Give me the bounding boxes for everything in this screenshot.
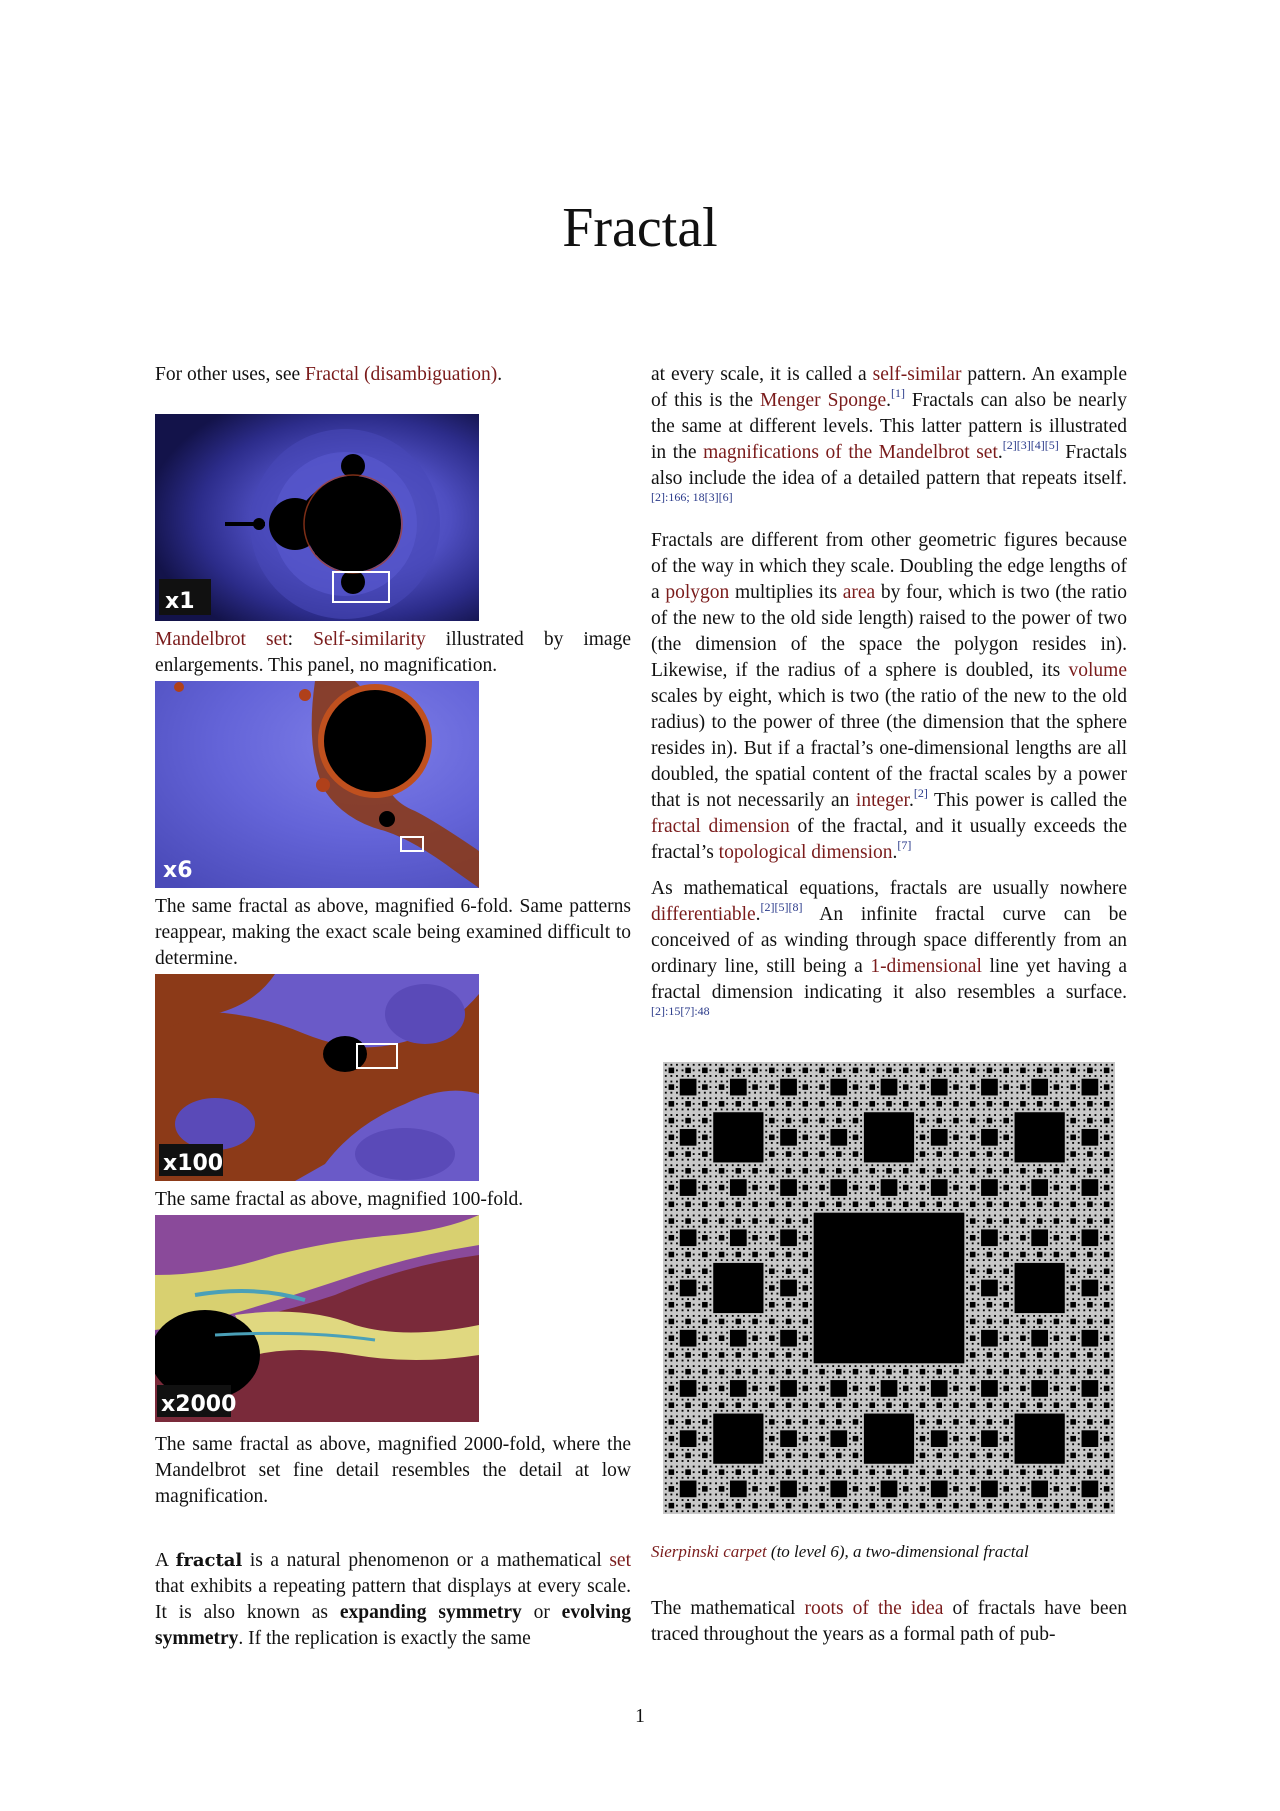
text: of the fractal, and it usually exceeds the fractal’s	[651, 816, 1127, 863]
mandelbrot-x6-image[interactable]	[155, 681, 479, 888]
figure-3-caption: The same fractal as above, magnified 100-fold.	[155, 1189, 524, 1210]
text: or	[521, 1602, 562, 1623]
sierpinski-carpet-image[interactable]	[663, 1062, 1115, 1514]
text: pattern. An example of this is the	[651, 364, 1127, 411]
hatnote-link[interactable]: Fractal (disambiguation)	[305, 364, 498, 385]
figure-1-caption	[155, 627, 631, 679]
reference[interactable]: [2][3][4][5]	[1002, 437, 1059, 452]
topological-dimension-link[interactable]: topological dimension	[718, 842, 893, 863]
reference[interactable]: [2]:15[7]:48	[651, 1003, 710, 1018]
left-column	[155, 362, 631, 1652]
text: line yet having a fractal dimension indicating it also resembles a surface.	[651, 956, 1127, 1003]
caption-text: illustrated by image enlargements. This panel, no magnification.	[155, 629, 631, 676]
reference[interactable]: [2]:166; 18[3][6]	[651, 489, 733, 504]
text: .	[892, 842, 898, 863]
mandelbrot-magnifications-link[interactable]: magnifications of the Mandelbrot set	[703, 442, 998, 463]
paragraph-self-similar	[651, 362, 1127, 518]
text: by four, which is two (the ratio of the new to the old side length) raised to the power of two (the dimension of the space the polygon resides in). Likewise, if the radius of a sphere is doubled, its	[651, 582, 1127, 681]
text: . If the replication is exactly the same	[238, 1628, 531, 1649]
text: Fractals are different from other geometric figures because of the way in which they scale. Doubling the edge lengths of a	[651, 530, 1127, 603]
text: This power is called the	[927, 790, 1127, 811]
text: A	[155, 1550, 176, 1571]
text: .	[886, 390, 891, 411]
hatnote-suffix: .	[497, 364, 503, 385]
sierpinski-caption	[651, 1540, 1127, 1564]
text: at every scale, it is called a	[651, 364, 873, 385]
sierpinski-carpet-link[interactable]: Sierpinski carpet	[651, 1542, 767, 1561]
mandelbrot-x1-image[interactable]	[155, 414, 479, 621]
text: An infinite fractal curve can be conceived of as winding through space differently from an ordinary line, still being a	[651, 904, 1127, 977]
paragraph-roots	[651, 1596, 1127, 1648]
page-title: Fractal	[562, 197, 718, 259]
set-link[interactable]: set	[609, 1550, 631, 1571]
reference[interactable]: [1]	[890, 385, 905, 400]
mandelbrot-set-link[interactable]: Mandelbrot set	[155, 629, 288, 650]
page-number: 1	[635, 1706, 645, 1727]
reference[interactable]: [2][5][8]	[760, 899, 803, 914]
text: .	[997, 442, 1003, 463]
paragraph-scaling	[651, 528, 1127, 866]
hatnote-text: For other uses, see	[155, 364, 306, 385]
roots-of-the-idea-link[interactable]: roots of the idea	[804, 1598, 944, 1619]
paragraph-differentiable	[651, 876, 1127, 1032]
one-dimensional-link[interactable]: 1-dimensional	[870, 956, 982, 977]
text: multiplies its	[729, 582, 843, 603]
text: .	[908, 790, 914, 811]
text: Fractals also include the idea of a detailed pattern that repeats itself.	[651, 442, 1127, 489]
menger-sponge-link[interactable]: Menger Sponge	[760, 390, 887, 411]
mandelbrot-x2000-image[interactable]	[155, 1215, 479, 1422]
caption-text: (to level 6), a two-dimensional fractal	[766, 1542, 1029, 1561]
zoom-label-x6: x6	[163, 858, 193, 883]
reference[interactable]: [2]	[913, 785, 928, 800]
text: scales by eight, which is two (the ratio of the new to the old radius) to the power of three (the dimension that the sphere resides in). But if a fractal’s one-dimensional lengths are all doubled, the spatial content of the fractal scales by a power that is not necessarily an	[651, 686, 1127, 811]
differentiable-link[interactable]: differentiable	[651, 904, 756, 925]
area-link[interactable]: area	[842, 582, 876, 603]
bold-term-fractal: fractal	[175, 1550, 243, 1571]
fractal-dimension-link[interactable]: fractal dimension	[651, 816, 790, 837]
text: is a natural phenomenon or a mathematical	[242, 1550, 610, 1571]
figure-2-caption: The same fractal as above, magnified 6-fold. Same patterns reappear, making the exact scale being examined difficult to determine.	[155, 896, 631, 969]
reference[interactable]: [7]	[897, 837, 912, 852]
self-similarity-link[interactable]: Self-similarity	[313, 629, 426, 650]
text: Fractals can also be nearly the same at different levels. This latter pattern is illustrated in the	[651, 390, 1128, 463]
text: As mathematical equations, fractals are usually nowhere	[651, 878, 1127, 899]
polygon-link[interactable]: polygon	[665, 582, 730, 603]
zoom-label-x1: x1	[165, 589, 195, 614]
caption-text: :	[287, 629, 314, 650]
self-similar-link[interactable]: self-similar	[872, 364, 962, 385]
text: that exhibits a repeating pattern that displays at every scale. It is also known as	[155, 1576, 631, 1623]
text: The mathematical	[651, 1598, 805, 1619]
integer-link[interactable]: integer	[855, 790, 909, 811]
right-column	[651, 362, 1127, 1648]
intro-paragraph	[155, 1548, 631, 1652]
zoom-label-x100: x100	[163, 1151, 224, 1176]
bold-term-evolving-symmetry: evolving symmetry	[155, 1602, 632, 1649]
text: of fractals have been traced throughout the years as a formal path of pub-	[651, 1598, 1127, 1645]
zoom-label-x2000: x2000	[161, 1392, 237, 1417]
text: .	[755, 904, 761, 925]
figure-4-caption: The same fractal as above, magnified 2000-fold, where the Mandelbrot set fine detail resembles the detail at low magnification.	[155, 1434, 631, 1507]
bold-term-expanding-symmetry: expanding symmetry	[339, 1602, 522, 1623]
mandelbrot-x100-image[interactable]	[155, 974, 479, 1181]
hatnote	[155, 362, 631, 388]
volume-link[interactable]: volume	[1068, 660, 1127, 681]
